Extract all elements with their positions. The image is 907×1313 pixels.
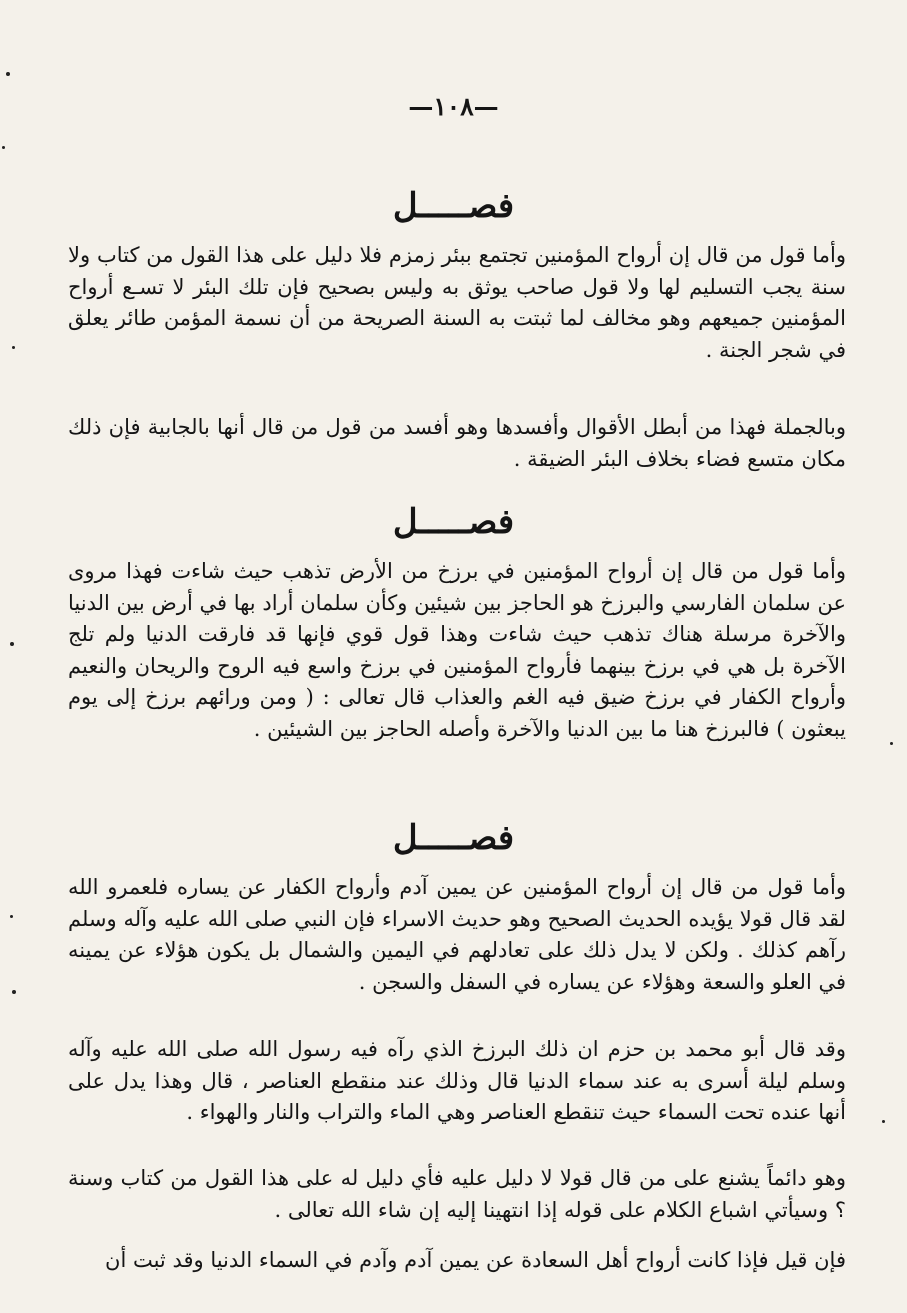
scan-speck [882,1120,885,1123]
section-1-paragraph-2: وبالجملة فهذا من أبطل الأقوال وأفسدها وهو أفسد من قول من قال أنها بالجابية فإن ذلك مكان متسع فضاء بخلاف البئر الضيقة . [68,415,846,471]
scan-speck [890,742,893,745]
scan-speck [6,72,10,76]
scan-speck [10,642,14,646]
page-number: —١٠٨— [408,92,499,121]
scan-speck [2,146,5,149]
scan-speck [10,915,13,918]
section-heading-2: فصـــــل [392,502,515,542]
section-3-paragraph-2: وقد قال أبو محمد بن حزم ان ذلك البرزخ الذي رآه فيه رسول الله صلى الله عليه وآله وسلم ليلة أسرى به عند سماء الدنيا قال وذلك عند منقطع العناصر ، قال وهذا يدل على أنها عنده تحت السماء حيث تنقطع العناصر وهي الماء والتراب والنار والهواء . [68,1037,846,1124]
scan-speck [12,346,15,349]
section-heading-1: فصـــــل [392,186,515,226]
section-2-paragraph-1: وأما قول من قال إن أرواح المؤمنين في برزخ من الأرض تذهب حيث شاءت فهذا مروى عن سلمان الفارسي والبرزخ هو الحاجز بين شيئين وكأن سلمان أراد بها في أرض بين الدنيا والآخرة مرسلة هناك تذهب حيث شاءت وهذا قول قوي فإنها قد فارقت الدنيا ولم تلج الآخرة بل هي في برزخ بينهما فأرواح المؤمنين في برزخ واسع فيه الروح والريحان والنعيم وأرواح الكفار في برزخ ضيق فيه الغم والعذاب قال تعالى : ( ومن ورائهم برزخ إلى يوم يبعثون ) فالبرزخ هنا ما بين الدنيا والآخرة وأصله الحاجز بين الشيئين . [68,559,846,741]
section-3-paragraph-1: وأما قول من قال إن أرواح المؤمنين عن يمين آدم وأرواح الكفار عن يساره فلعمرو الله لقد قال قولا يؤيده الحديث الصحيح وهو حديث الاسراء فإن النبي صلى الله عليه وآله وسلم رآهم كذلك . ولكن لا يدل ذلك على تعادلهم في اليمين والشمال بل يكون هؤلاء عن يمينه في العلو والسعة وهؤلاء عن يساره في السفل والسجن . [68,875,846,994]
section-heading-3: فصـــــل [392,818,515,858]
scan-speck [12,990,16,994]
section-3-paragraph-3: وهو دائماً يشنع على من قال قولا لا دليل عليه فأي دليل له على هذا القول من كتاب وسنة ؟ وسيأتي اشباع الكلام على قوله إذا انتهينا إليه إن شاء الله تعالى . [68,1166,846,1222]
section-1-paragraph-1: وأما قول من قال إن أرواح المؤمنين تجتمع ببئر زمزم فلا دليل على هذا القول من كتاب ولا سنة يجب التسليم لها ولا قول صاحب يوثق به وليس بصحيح فإن تلك البئر لا تسـع أرواح المؤمنين جميعهم وهو مخالف لما ثبتت به السنة الصريحة من أن نسمة المؤمن طائر يعلق في شجر الجنة . [68,243,846,362]
section-3-paragraph-4: فإن قيل فإذا كانت أرواح أهل السعادة عن يمين آدم وآدم في السماء الدنيا وقد ثبت أن [105,1248,846,1272]
